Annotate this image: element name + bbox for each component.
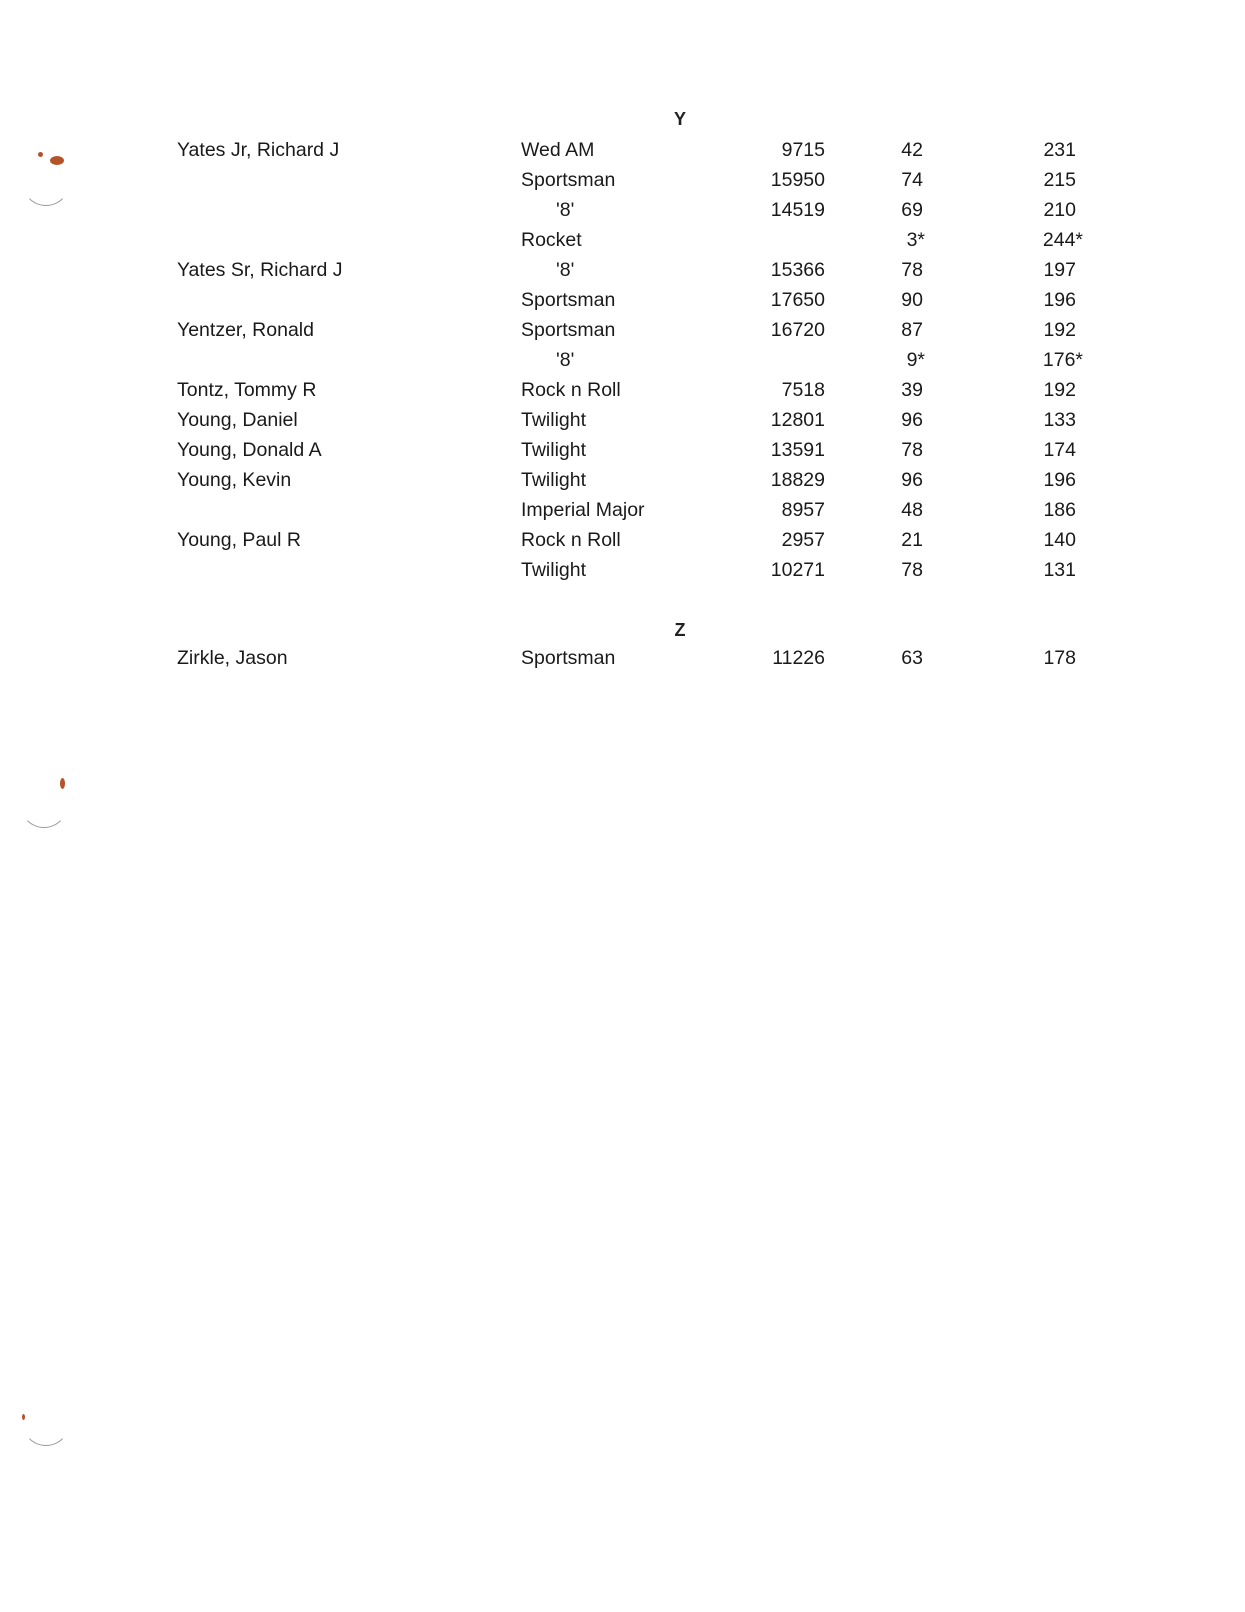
- average: 244*: [1042, 229, 1083, 251]
- total-pins: 9715: [781, 139, 825, 161]
- table-row: [0, 435, 1245, 465]
- average: 133: [1043, 409, 1076, 431]
- league-name: Wed AM: [521, 139, 595, 161]
- league-name: Imperial Major: [521, 499, 645, 521]
- table-row: [0, 643, 1245, 673]
- average: 192: [1043, 319, 1076, 341]
- average: 192: [1043, 379, 1076, 401]
- average: 210: [1043, 199, 1076, 221]
- average: 178: [1043, 647, 1076, 669]
- league-name: '8': [556, 199, 575, 221]
- bowler-name: Zirkle, Jason: [177, 647, 288, 669]
- table-row: [0, 525, 1245, 555]
- league-name: '8': [556, 259, 575, 281]
- average: 186: [1043, 499, 1076, 521]
- league-name: Twilight: [521, 439, 587, 461]
- bowler-name: Yates Sr, Richard J: [177, 259, 343, 281]
- league-name: Sportsman: [521, 289, 616, 311]
- average: 140: [1043, 529, 1076, 551]
- bowler-name: Young, Kevin: [177, 469, 292, 491]
- league-name: Rocket: [521, 229, 582, 251]
- table-row: [0, 375, 1245, 405]
- bowler-name: Young, Donald A: [177, 439, 322, 461]
- games-count: 63: [901, 647, 923, 669]
- table-row: [0, 345, 1245, 375]
- average: 196: [1043, 469, 1076, 491]
- table-row: [0, 195, 1245, 225]
- bowler-name: Tontz, Tommy R: [177, 379, 317, 401]
- table-row: [0, 555, 1245, 585]
- average: 176*: [1042, 349, 1083, 371]
- average: 196: [1043, 289, 1076, 311]
- bowler-name: Young, Daniel: [177, 409, 298, 431]
- total-pins: 15366: [770, 259, 825, 281]
- total-pins: 18829: [770, 469, 825, 491]
- games-count: 78: [901, 439, 923, 461]
- bowler-name: Yates Jr, Richard J: [177, 139, 340, 161]
- games-count: 87: [901, 319, 923, 341]
- section-letter-z: Z: [674, 620, 686, 640]
- average: 197: [1043, 259, 1076, 281]
- table-row: [0, 135, 1245, 165]
- bowler-name: Young, Paul R: [177, 529, 301, 551]
- league-name: Twilight: [521, 409, 587, 431]
- games-count: 48: [901, 499, 923, 521]
- games-count: 69: [901, 199, 923, 221]
- league-name: Twilight: [521, 559, 587, 581]
- games-count: 78: [901, 259, 923, 281]
- games-count: 3*: [906, 229, 925, 251]
- league-name: Rock n Roll: [521, 379, 621, 401]
- average: 174: [1043, 439, 1076, 461]
- games-count: 39: [901, 379, 923, 401]
- bowler-name: Yentzer, Ronald: [177, 319, 314, 341]
- games-count: 21: [901, 529, 923, 551]
- binder-hole-bottom: [22, 1398, 70, 1446]
- table-row: [0, 225, 1245, 255]
- table-row: [0, 465, 1245, 495]
- table-row: [0, 255, 1245, 285]
- league-name: Twilight: [521, 469, 587, 491]
- total-pins: 7518: [781, 379, 825, 401]
- total-pins: 16720: [770, 319, 825, 341]
- table-row: [0, 165, 1245, 195]
- average: 131: [1043, 559, 1076, 581]
- total-pins: 15950: [770, 169, 825, 191]
- table-row: [0, 285, 1245, 315]
- league-name: Sportsman: [521, 319, 616, 341]
- games-count: 96: [901, 409, 923, 431]
- total-pins: 10271: [770, 559, 825, 581]
- table-row: [0, 495, 1245, 525]
- games-count: 42: [901, 139, 923, 161]
- games-count: 9*: [906, 349, 925, 371]
- rust-stain-icon: [60, 778, 65, 789]
- league-name: Rock n Roll: [521, 529, 621, 551]
- league-name: Sportsman: [521, 169, 616, 191]
- games-count: 90: [901, 289, 923, 311]
- league-name: Sportsman: [521, 647, 616, 669]
- total-pins: 12801: [770, 409, 825, 431]
- total-pins: 13591: [770, 439, 825, 461]
- league-name: '8': [556, 349, 575, 371]
- table-row: [0, 315, 1245, 345]
- rust-stain-icon: [22, 1414, 25, 1420]
- section-letter-y: Y: [673, 109, 686, 129]
- table-row: [0, 405, 1245, 435]
- games-count: 96: [901, 469, 923, 491]
- total-pins: 11226: [772, 647, 825, 669]
- total-pins: 17650: [770, 289, 825, 311]
- games-count: 78: [901, 559, 923, 581]
- total-pins: 8957: [781, 499, 825, 521]
- games-count: 74: [901, 169, 923, 191]
- average: 231: [1043, 139, 1076, 161]
- total-pins: 14519: [770, 199, 825, 221]
- average: 215: [1043, 169, 1076, 191]
- total-pins: 2957: [781, 529, 825, 551]
